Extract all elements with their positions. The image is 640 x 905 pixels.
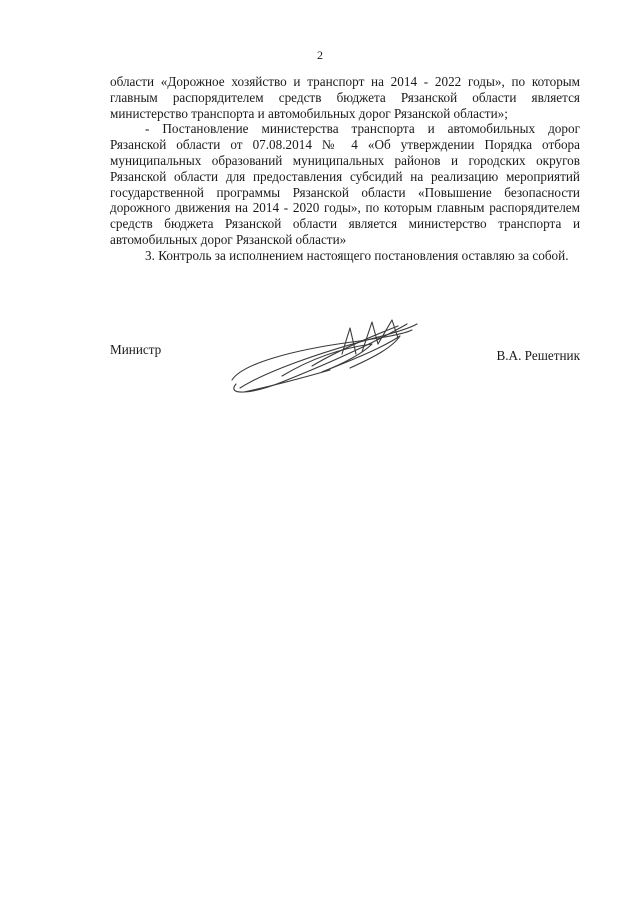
page-number: 2 — [317, 48, 323, 62]
paragraph-control-clause: 3. Контроль за исполнением настоящего постановления оставляю за собой. — [145, 247, 569, 263]
document-body — [110, 74, 580, 264]
signature-row — [110, 342, 580, 366]
signer-role: Министр — [110, 342, 162, 357]
paragraph-resolution-item: - Постановление министерства транспорта и автомобильных дорог Рязанской области от 07.08.2014 № 4 «Об утверждении Порядка отбора муниципальных образований муниципальных районов и городских округов Рязанской области для предоставления субсидий на реализацию мероприятий государственной программы Рязанской области «Повышение безопасности дорожного движения на 2014 - 2020 годы», по которым главным распорядителем средств бюджета Рязанской области является министерство транспорта и автомобильных дорог Рязанской области» — [110, 121, 580, 247]
signer-name: В.А. Решетник — [496, 348, 580, 363]
paragraph-continuation: области «Дорожное хозяйство и транспорт на 2014 - 2022 годы», по которым главным распорядителем средств бюджета Рязанской области является министерство транспорта и автомобильных дорог Рязанской области»; — [110, 74, 580, 121]
